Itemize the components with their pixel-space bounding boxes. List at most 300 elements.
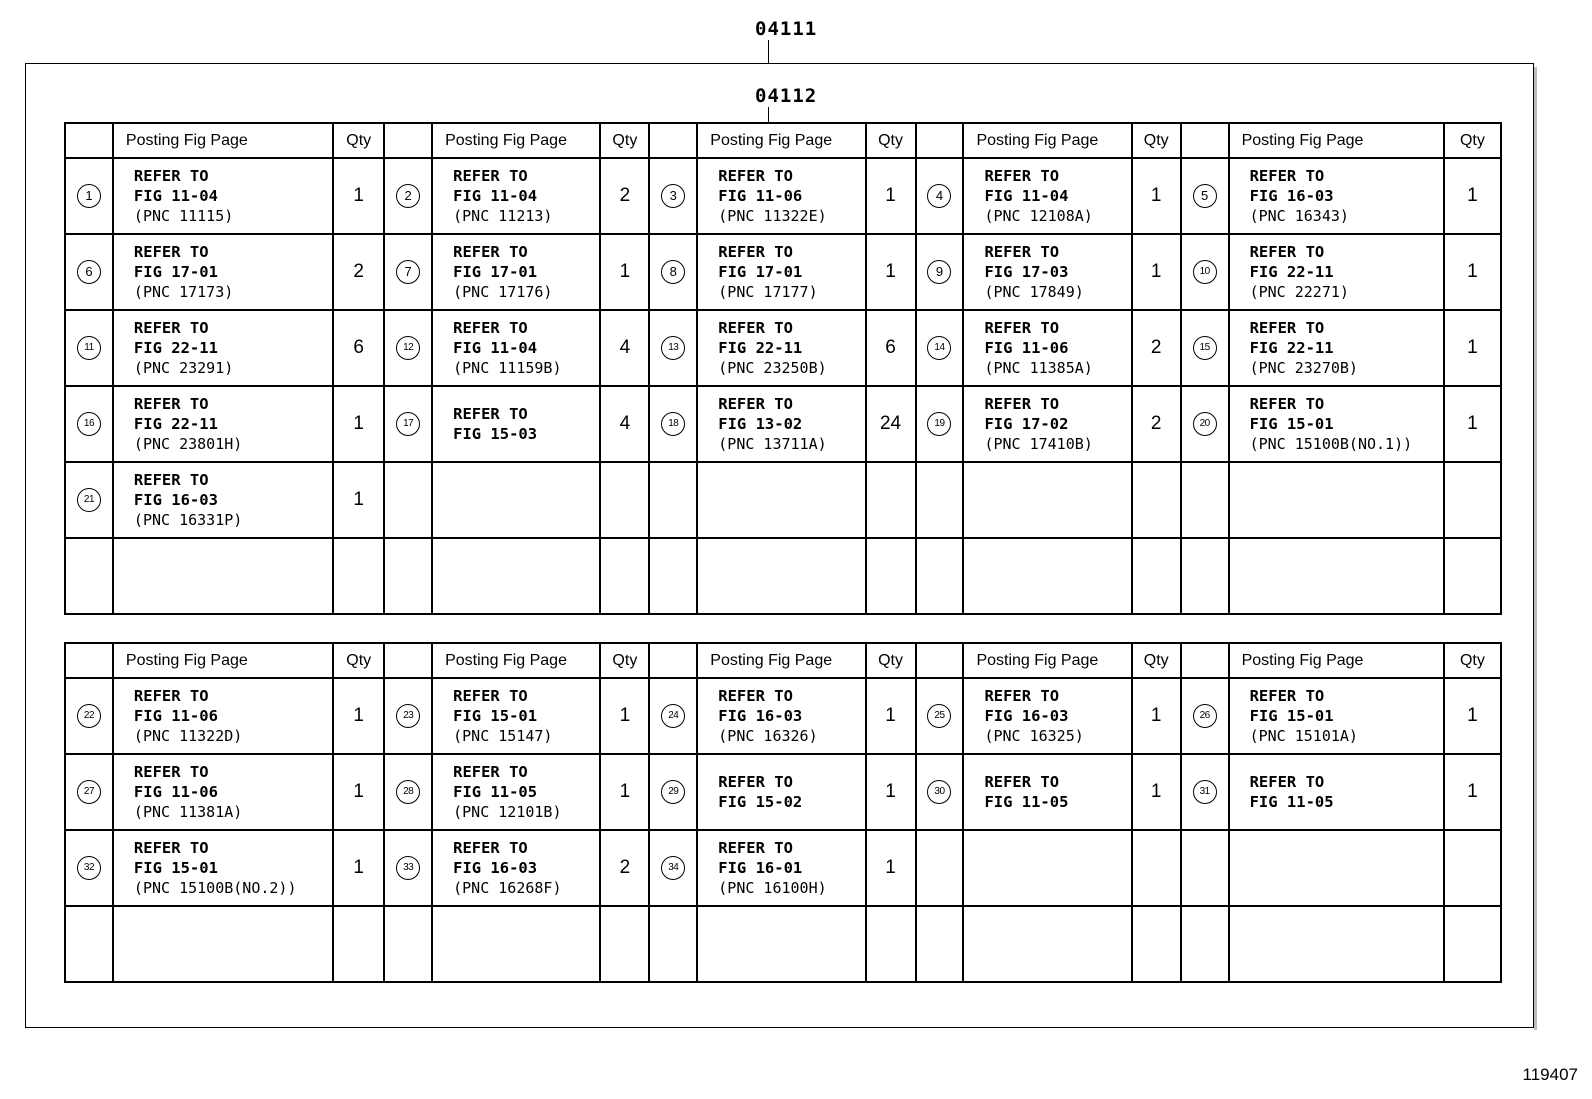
item-number-badge: 24 bbox=[661, 704, 685, 728]
reference-cell bbox=[1229, 462, 1444, 538]
item-number-cell bbox=[916, 906, 964, 982]
fig-reference: FIG 22-11 bbox=[133, 415, 218, 433]
item-number-badge: 22 bbox=[77, 704, 101, 728]
reference-cell bbox=[1229, 234, 1444, 310]
item-number-cell bbox=[65, 906, 113, 982]
reference-cell bbox=[963, 310, 1131, 386]
item-number-badge: 25 bbox=[927, 704, 951, 728]
item-number-badge: 8 bbox=[661, 260, 685, 284]
item-number-cell bbox=[649, 906, 697, 982]
refer-to-text: REFER TO bbox=[133, 395, 209, 413]
fig-reference: FIG 17-01 bbox=[453, 263, 538, 281]
pnc-reference: (PNC 17177) bbox=[718, 283, 818, 301]
fig-reference: FIG 16-03 bbox=[1249, 187, 1334, 205]
reference-cell bbox=[963, 234, 1131, 310]
item-number-cell bbox=[65, 830, 113, 906]
table-row bbox=[65, 234, 1501, 310]
reference-cell bbox=[963, 754, 1131, 830]
qty-value: 1 bbox=[353, 185, 364, 206]
item-number-badge: 34 bbox=[661, 856, 685, 880]
qty-cell bbox=[866, 754, 916, 830]
fig-reference: FIG 11-04 bbox=[133, 187, 218, 205]
pnc-reference: (PNC 11322E) bbox=[718, 207, 827, 225]
fig-reference: FIG 15-01 bbox=[1249, 707, 1334, 725]
header-number-cell bbox=[916, 643, 964, 678]
refer-to-text: REFER TO bbox=[133, 687, 209, 705]
qty-value: 4 bbox=[619, 413, 631, 434]
fig-reference: FIG 11-05 bbox=[1249, 793, 1334, 811]
reference-cell bbox=[697, 158, 865, 234]
item-number-badge: 20 bbox=[1193, 412, 1217, 436]
qty-value: 1 bbox=[1467, 413, 1478, 434]
qty-cell bbox=[1132, 906, 1181, 982]
qty-cell bbox=[1132, 386, 1181, 462]
qty-value: 1 bbox=[1467, 705, 1478, 726]
table-row bbox=[65, 678, 1501, 754]
item-number-cell bbox=[384, 158, 432, 234]
qty-cell bbox=[600, 906, 649, 982]
reference-cell bbox=[113, 234, 333, 310]
header-posting-fig-page: Posting Fig Page bbox=[113, 643, 333, 678]
header-number-cell bbox=[916, 123, 964, 158]
qty-cell bbox=[600, 754, 649, 830]
reference-cell bbox=[432, 234, 600, 310]
reference-cell bbox=[113, 538, 333, 614]
pnc-reference: (PNC 16326) bbox=[718, 727, 818, 745]
qty-cell bbox=[1132, 678, 1181, 754]
table-row bbox=[65, 754, 1501, 830]
qty-value: 1 bbox=[885, 857, 896, 878]
qty-cell bbox=[866, 830, 916, 906]
pnc-reference: (PNC 12101B) bbox=[453, 803, 562, 821]
reference-cell bbox=[113, 906, 333, 982]
refer-to-text: REFER TO bbox=[718, 167, 793, 185]
top-part-label: 04111 bbox=[755, 18, 818, 40]
fig-reference: FIG 15-01 bbox=[1249, 415, 1334, 433]
refer-to-text: REFER TO bbox=[718, 839, 793, 857]
fig-reference: FIG 11-04 bbox=[984, 187, 1069, 205]
reference-cell bbox=[697, 538, 865, 614]
fig-reference: FIG 16-01 bbox=[718, 859, 803, 877]
refer-to-text: REFER TO bbox=[453, 687, 528, 705]
qty-cell bbox=[866, 538, 916, 614]
item-number-cell bbox=[384, 234, 432, 310]
reference-cell bbox=[432, 386, 600, 462]
reference-cell bbox=[432, 678, 600, 754]
qty-value: 1 bbox=[619, 705, 631, 726]
qty-value: 2 bbox=[1150, 413, 1162, 434]
qty-value: 6 bbox=[885, 337, 896, 358]
item-number-badge: 14 bbox=[927, 336, 951, 360]
pnc-reference: (PNC 11385A) bbox=[984, 359, 1093, 377]
pnc-reference: (PNC 15100B(NO.2)) bbox=[133, 879, 297, 897]
qty-cell bbox=[600, 830, 649, 906]
reference-cell bbox=[1229, 754, 1444, 830]
refer-to-text: REFER TO bbox=[718, 243, 793, 261]
reference-cell bbox=[697, 462, 865, 538]
fig-reference: FIG 22-11 bbox=[1249, 339, 1334, 357]
header-number-cell bbox=[649, 123, 697, 158]
refer-to-text: REFER TO bbox=[453, 763, 528, 781]
item-number-cell bbox=[916, 678, 964, 754]
table-row bbox=[65, 386, 1501, 462]
header-posting-fig-page: Posting Fig Page bbox=[432, 643, 600, 678]
qty-cell bbox=[1132, 234, 1181, 310]
refer-to-text: REFER TO bbox=[984, 319, 1060, 337]
item-number-cell bbox=[65, 234, 113, 310]
header-qty: Qty bbox=[1444, 643, 1501, 678]
reference-cell bbox=[432, 754, 600, 830]
item-number-badge: 23 bbox=[396, 704, 420, 728]
pnc-reference: (PNC 13711A) bbox=[718, 435, 827, 453]
item-number-badge: 15 bbox=[1193, 336, 1217, 360]
refer-to-text: REFER TO bbox=[718, 773, 793, 791]
qty-value: 1 bbox=[1467, 185, 1478, 206]
pnc-reference: (PNC 23801H) bbox=[133, 435, 243, 453]
refer-to-text: REFER TO bbox=[1249, 687, 1325, 705]
refer-to-text: REFER TO bbox=[1249, 773, 1325, 791]
header-qty: Qty bbox=[333, 123, 384, 158]
qty-cell bbox=[333, 310, 384, 386]
header-qty: Qty bbox=[600, 123, 649, 158]
qty-cell bbox=[600, 234, 649, 310]
reference-cell bbox=[963, 158, 1131, 234]
reference-cell bbox=[1229, 386, 1444, 462]
qty-cell bbox=[866, 678, 916, 754]
item-number-cell bbox=[916, 386, 964, 462]
fig-reference: FIG 11-06 bbox=[984, 339, 1069, 357]
qty-cell bbox=[1132, 538, 1181, 614]
item-number-cell bbox=[649, 830, 697, 906]
reference-cell bbox=[963, 462, 1131, 538]
qty-value: 1 bbox=[353, 781, 364, 802]
qty-cell bbox=[1444, 310, 1501, 386]
qty-cell bbox=[866, 158, 916, 234]
qty-cell bbox=[1132, 754, 1181, 830]
item-number-cell bbox=[916, 234, 964, 310]
fig-reference: FIG 15-01 bbox=[453, 707, 538, 725]
qty-cell bbox=[600, 678, 649, 754]
diagram-id: 119407 bbox=[1522, 1065, 1578, 1084]
qty-cell bbox=[1132, 158, 1181, 234]
refer-to-text: REFER TO bbox=[1249, 395, 1325, 413]
reference-cell bbox=[1229, 678, 1444, 754]
reference-cell bbox=[432, 830, 600, 906]
item-number-badge: 28 bbox=[396, 780, 420, 804]
qty-cell bbox=[1444, 538, 1501, 614]
qty-cell bbox=[1132, 462, 1181, 538]
qty-value: 24 bbox=[879, 413, 902, 434]
refer-to-text: REFER TO bbox=[984, 687, 1060, 705]
item-number-cell bbox=[65, 310, 113, 386]
header-number-cell bbox=[65, 123, 113, 158]
item-number-cell bbox=[65, 386, 113, 462]
header-qty: Qty bbox=[333, 643, 384, 678]
item-number-cell bbox=[65, 158, 113, 234]
qty-cell bbox=[600, 310, 649, 386]
reference-cell bbox=[963, 538, 1131, 614]
reference-cell bbox=[432, 538, 600, 614]
reference-cell bbox=[697, 754, 865, 830]
top-leader-line bbox=[768, 40, 769, 63]
item-number-cell bbox=[649, 538, 697, 614]
qty-value: 2 bbox=[353, 261, 364, 282]
item-number-badge: 21 bbox=[77, 488, 101, 512]
parts-table-lower bbox=[64, 642, 1502, 983]
pnc-reference: (PNC 11322D) bbox=[133, 727, 243, 745]
reference-cell bbox=[113, 462, 333, 538]
reference-cell bbox=[113, 678, 333, 754]
reference-cell bbox=[113, 158, 333, 234]
qty-value: 1 bbox=[1467, 261, 1478, 282]
header-qty: Qty bbox=[1132, 123, 1181, 158]
fig-reference: FIG 15-01 bbox=[133, 859, 218, 877]
reference-cell bbox=[432, 462, 600, 538]
item-number-badge: 33 bbox=[396, 856, 420, 880]
item-number-cell bbox=[916, 462, 964, 538]
reference-cell bbox=[432, 158, 600, 234]
item-number-cell bbox=[384, 538, 432, 614]
fig-reference: FIG 16-03 bbox=[453, 859, 538, 877]
item-number-cell bbox=[65, 678, 113, 754]
qty-cell bbox=[866, 234, 916, 310]
qty-cell bbox=[333, 462, 384, 538]
fig-reference: FIG 11-06 bbox=[718, 187, 803, 205]
qty-cell bbox=[600, 386, 649, 462]
qty-cell bbox=[866, 462, 916, 538]
reference-cell bbox=[1229, 310, 1444, 386]
qty-cell bbox=[333, 386, 384, 462]
qty-value: 1 bbox=[885, 781, 896, 802]
item-number-cell bbox=[384, 310, 432, 386]
refer-to-text: REFER TO bbox=[133, 839, 209, 857]
fig-reference: FIG 11-05 bbox=[984, 793, 1069, 811]
reference-cell bbox=[113, 830, 333, 906]
item-number-cell bbox=[65, 538, 113, 614]
qty-value: 1 bbox=[353, 705, 364, 726]
qty-value: 1 bbox=[1150, 261, 1162, 282]
qty-cell bbox=[1132, 310, 1181, 386]
refer-to-text: REFER TO bbox=[133, 167, 209, 185]
item-number-badge: 31 bbox=[1193, 780, 1217, 804]
qty-value: 1 bbox=[1150, 185, 1162, 206]
table-row bbox=[65, 310, 1501, 386]
reference-cell bbox=[432, 906, 600, 982]
qty-value: 1 bbox=[353, 413, 364, 434]
fig-reference: FIG 22-11 bbox=[1249, 263, 1334, 281]
refer-to-text: REFER TO bbox=[718, 319, 793, 337]
qty-value: 2 bbox=[1150, 337, 1162, 358]
header-posting-fig-page: Posting Fig Page bbox=[963, 643, 1131, 678]
header-qty: Qty bbox=[866, 643, 916, 678]
item-number-cell bbox=[649, 234, 697, 310]
item-number-badge: 17 bbox=[396, 412, 420, 436]
fig-reference: FIG 16-03 bbox=[718, 707, 803, 725]
fig-reference: FIG 22-11 bbox=[718, 339, 803, 357]
refer-to-text: REFER TO bbox=[453, 167, 528, 185]
item-number-badge: 9 bbox=[927, 260, 951, 284]
item-number-badge: 4 bbox=[927, 184, 951, 208]
item-number-badge: 12 bbox=[396, 336, 420, 360]
item-number-cell bbox=[649, 678, 697, 754]
header-number-cell bbox=[384, 123, 432, 158]
item-number-badge: 19 bbox=[927, 412, 951, 436]
item-number-badge: 2 bbox=[396, 184, 420, 208]
reference-cell bbox=[697, 234, 865, 310]
pnc-reference: (PNC 23291) bbox=[133, 359, 234, 377]
item-number-badge: 11 bbox=[77, 336, 101, 360]
qty-value: 1 bbox=[1150, 781, 1162, 802]
qty-cell bbox=[866, 386, 916, 462]
qty-cell bbox=[333, 754, 384, 830]
qty-cell bbox=[600, 462, 649, 538]
parts-table-upper bbox=[64, 122, 1502, 615]
refer-to-text: REFER TO bbox=[133, 471, 209, 489]
table-row bbox=[65, 538, 1501, 614]
reference-cell bbox=[697, 310, 865, 386]
item-number-badge: 18 bbox=[661, 412, 685, 436]
reference-cell bbox=[1229, 538, 1444, 614]
table-row bbox=[65, 462, 1501, 538]
qty-value: 1 bbox=[619, 781, 631, 802]
reference-cell bbox=[113, 754, 333, 830]
fig-reference: FIG 16-03 bbox=[133, 491, 218, 509]
fig-reference: FIG 11-06 bbox=[133, 783, 218, 801]
pnc-reference: (PNC 17173) bbox=[133, 283, 234, 301]
refer-to-text: REFER TO bbox=[453, 319, 528, 337]
header-qty: Qty bbox=[1132, 643, 1181, 678]
qty-cell bbox=[1444, 234, 1501, 310]
reference-cell bbox=[1229, 158, 1444, 234]
item-number-badge: 30 bbox=[927, 780, 951, 804]
header-posting-fig-page: Posting Fig Page bbox=[697, 123, 865, 158]
item-number-cell bbox=[1181, 754, 1229, 830]
pnc-reference: (PNC 17849) bbox=[984, 283, 1084, 301]
item-number-cell bbox=[1181, 158, 1229, 234]
pnc-reference: (PNC 11115) bbox=[133, 207, 234, 225]
item-number-cell bbox=[384, 386, 432, 462]
item-number-badge: 26 bbox=[1193, 704, 1217, 728]
table-row bbox=[65, 830, 1501, 906]
qty-cell bbox=[333, 906, 384, 982]
pnc-reference: (PNC 11381A) bbox=[133, 803, 243, 821]
qty-cell bbox=[333, 830, 384, 906]
header-qty: Qty bbox=[1444, 123, 1501, 158]
reference-cell bbox=[1229, 906, 1444, 982]
refer-to-text: REFER TO bbox=[1249, 319, 1325, 337]
item-number-badge: 6 bbox=[77, 260, 101, 284]
reference-cell bbox=[697, 830, 865, 906]
refer-to-text: REFER TO bbox=[718, 395, 793, 413]
qty-cell bbox=[1444, 678, 1501, 754]
item-number-badge: 5 bbox=[1193, 184, 1217, 208]
table-header-row bbox=[65, 123, 1501, 158]
qty-cell bbox=[866, 906, 916, 982]
reference-cell bbox=[1229, 830, 1444, 906]
pnc-reference: (PNC 23270B) bbox=[1249, 359, 1358, 377]
reference-cell bbox=[697, 906, 865, 982]
item-number-cell bbox=[1181, 830, 1229, 906]
refer-to-text: REFER TO bbox=[984, 395, 1060, 413]
table-row bbox=[65, 158, 1501, 234]
qty-value: 4 bbox=[619, 337, 631, 358]
pnc-reference: (PNC 23250B) bbox=[718, 359, 827, 377]
item-number-cell bbox=[916, 310, 964, 386]
qty-cell bbox=[600, 538, 649, 614]
pnc-reference: (PNC 16331P) bbox=[133, 511, 243, 529]
refer-to-text: REFER TO bbox=[1249, 243, 1325, 261]
fig-reference: FIG 15-02 bbox=[718, 793, 803, 811]
pnc-reference: (PNC 15147) bbox=[453, 727, 553, 745]
header-number-cell bbox=[649, 643, 697, 678]
refer-to-text: REFER TO bbox=[453, 405, 528, 423]
reference-cell bbox=[963, 906, 1131, 982]
qty-cell bbox=[1444, 906, 1501, 982]
fig-reference: FIG 13-02 bbox=[718, 415, 803, 433]
item-number-cell bbox=[916, 754, 964, 830]
qty-cell bbox=[1444, 158, 1501, 234]
refer-to-text: REFER TO bbox=[453, 243, 528, 261]
qty-value: 6 bbox=[353, 337, 364, 358]
item-number-badge: 13 bbox=[661, 336, 685, 360]
qty-value: 1 bbox=[885, 185, 896, 206]
header-number-cell bbox=[384, 643, 432, 678]
pnc-reference: (PNC 22271) bbox=[1249, 283, 1349, 301]
reference-cell bbox=[697, 386, 865, 462]
qty-value: 1 bbox=[885, 261, 896, 282]
header-number-cell bbox=[1181, 123, 1229, 158]
pnc-reference: (PNC 16100H) bbox=[718, 879, 827, 897]
item-number-badge: 7 bbox=[396, 260, 420, 284]
item-number-cell bbox=[649, 462, 697, 538]
qty-value: 1 bbox=[1467, 337, 1478, 358]
reference-cell bbox=[113, 386, 333, 462]
qty-value: 2 bbox=[619, 185, 631, 206]
header-qty: Qty bbox=[600, 643, 649, 678]
reference-cell bbox=[432, 310, 600, 386]
refer-to-text: REFER TO bbox=[718, 687, 793, 705]
qty-cell bbox=[333, 158, 384, 234]
qty-cell bbox=[333, 234, 384, 310]
fig-reference: FIG 17-03 bbox=[984, 263, 1069, 281]
item-number-cell bbox=[649, 158, 697, 234]
pnc-reference: (PNC 16268F) bbox=[453, 879, 562, 897]
item-number-badge: 32 bbox=[77, 856, 101, 880]
item-number-cell bbox=[384, 462, 432, 538]
item-number-cell bbox=[649, 386, 697, 462]
item-number-cell bbox=[916, 830, 964, 906]
inner-leader-line bbox=[768, 107, 769, 122]
item-number-badge: 10 bbox=[1193, 260, 1217, 284]
fig-reference: FIG 11-04 bbox=[453, 339, 538, 357]
qty-cell bbox=[866, 310, 916, 386]
refer-to-text: REFER TO bbox=[1249, 167, 1325, 185]
header-qty: Qty bbox=[866, 123, 916, 158]
refer-to-text: REFER TO bbox=[984, 243, 1060, 261]
qty-value: 1 bbox=[353, 857, 364, 878]
header-posting-fig-page: Posting Fig Page bbox=[963, 123, 1131, 158]
header-posting-fig-page: Posting Fig Page bbox=[697, 643, 865, 678]
item-number-cell bbox=[1181, 462, 1229, 538]
qty-value: 1 bbox=[1467, 781, 1478, 802]
item-number-cell bbox=[649, 754, 697, 830]
refer-to-text: REFER TO bbox=[133, 243, 209, 261]
pnc-reference: (PNC 15101A) bbox=[1249, 727, 1358, 745]
table-row bbox=[65, 906, 1501, 982]
item-number-cell bbox=[384, 830, 432, 906]
fig-reference: FIG 17-01 bbox=[133, 263, 218, 281]
qty-cell bbox=[1444, 462, 1501, 538]
